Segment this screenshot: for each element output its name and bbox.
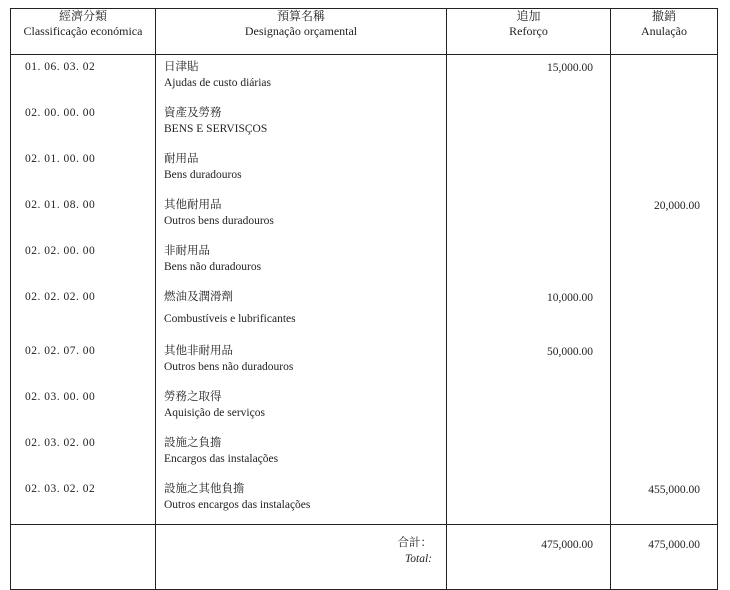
total-row (11, 525, 718, 590)
total-empty-cell (11, 525, 156, 590)
designation-pt: Ajudas de custo diárias (164, 77, 271, 89)
classification-code: 01. 06. 03. 02 (11, 55, 156, 102)
designation-cell (156, 339, 447, 385)
reforco-amount: 50,000.00 (447, 339, 611, 385)
table-row (11, 339, 718, 385)
designation-pt: Outros bens duradouros (164, 215, 274, 227)
classification-code: 02. 03. 00. 00 (11, 385, 156, 431)
anulacao-amount (611, 239, 718, 285)
reforco-amount (447, 101, 611, 147)
table-row (11, 101, 718, 147)
designation-zh: 燃油及潤滑劑 (164, 291, 233, 303)
header-classification-pt: Classificação económica (23, 24, 143, 38)
header-anulacao-zh: 撤銷 (651, 9, 676, 23)
designation-zh: 資產及勞務 (164, 107, 222, 119)
header-row (11, 9, 718, 55)
designation-pt: Encargos das instalações (164, 453, 279, 465)
reforco-amount: 15,000.00 (447, 55, 611, 102)
classification-code: 02. 02. 02. 00 (11, 285, 156, 339)
designation-pt: Outros bens não duradouros (164, 361, 294, 373)
header-designation-pt: Designação orçamental (244, 24, 358, 38)
anulacao-amount (611, 285, 718, 339)
designation-zh: 日津貼 (164, 61, 199, 73)
classification-code: 02. 01. 08. 00 (11, 193, 156, 239)
classification-code: 02. 02. 07. 00 (11, 339, 156, 385)
anulacao-amount (611, 385, 718, 431)
anulacao-amount (611, 431, 718, 477)
anulacao-amount (611, 101, 718, 147)
total-anulacao: 475,000.00 (611, 525, 718, 590)
classification-code: 02. 02. 00. 00 (11, 239, 156, 285)
designation-cell (156, 431, 447, 477)
anulacao-amount (611, 55, 718, 102)
table-row (11, 147, 718, 193)
reforco-amount (447, 431, 611, 477)
designation-zh: 非耐用品 (164, 245, 210, 257)
designation-pt: Bens duradouros (164, 169, 242, 181)
table-row (11, 55, 718, 102)
anulacao-amount: 20,000.00 (611, 193, 718, 239)
table-row (11, 477, 718, 525)
table-row (11, 285, 718, 339)
designation-pt: Bens não duradouros (164, 261, 262, 273)
budget-table (10, 8, 718, 590)
designation-pt: Outros encargos das instalações (164, 499, 311, 511)
designation-cell (156, 55, 447, 102)
header-classification-zh: 經濟分類 (58, 9, 107, 23)
header-anulacao-pt: Anulação (641, 24, 687, 38)
table-row (11, 193, 718, 239)
designation-zh: 其他耐用品 (164, 199, 222, 211)
anulacao-amount (611, 339, 718, 385)
header-reforco (447, 9, 611, 55)
designation-zh: 設施之其他負擔 (164, 483, 245, 495)
header-reforco-pt: Reforço (509, 24, 548, 38)
reforco-amount (447, 477, 611, 525)
designation-pt: Combustíveis e lubrificantes (164, 313, 296, 325)
designation-zh: 耐用品 (164, 153, 199, 165)
header-anulacao (611, 9, 718, 55)
classification-code: 02. 03. 02. 02 (11, 477, 156, 525)
classification-code: 02. 00. 00. 00 (11, 101, 156, 147)
designation-cell (156, 193, 447, 239)
reforco-amount (447, 385, 611, 431)
designation-cell (156, 239, 447, 285)
designation-cell (156, 477, 447, 525)
table-row (11, 385, 718, 431)
reforco-amount (447, 147, 611, 193)
header-reforco-zh: 追加 (516, 9, 541, 23)
designation-zh: 設施之負擔 (164, 437, 222, 449)
total-reforco: 475,000.00 (447, 525, 611, 590)
designation-cell (156, 285, 447, 339)
designation-zh: 勞務之取得 (164, 391, 222, 403)
table-row (11, 239, 718, 285)
designation-zh: 其他非耐用品 (164, 345, 233, 357)
reforco-amount (447, 239, 611, 285)
header-classification (11, 9, 156, 55)
classification-code: 02. 03. 02. 00 (11, 431, 156, 477)
header-designation (156, 9, 447, 55)
anulacao-amount: 455,000.00 (611, 477, 718, 525)
header-designation-zh: 預算名稱 (276, 9, 325, 23)
reforco-amount (447, 193, 611, 239)
anulacao-amount (611, 147, 718, 193)
table-row (11, 431, 718, 477)
total-label-zh: 合計： (397, 537, 432, 549)
designation-pt: BENS E SERVISÇOS (164, 123, 268, 135)
classification-code: 02. 01. 00. 00 (11, 147, 156, 193)
designation-cell (156, 385, 447, 431)
total-label-pt: Total: (404, 553, 432, 565)
designation-cell (156, 101, 447, 147)
total-label (156, 525, 447, 590)
designation-cell (156, 147, 447, 193)
designation-pt: Aquisição de serviços (164, 407, 265, 419)
reforco-amount: 10,000.00 (447, 285, 611, 339)
